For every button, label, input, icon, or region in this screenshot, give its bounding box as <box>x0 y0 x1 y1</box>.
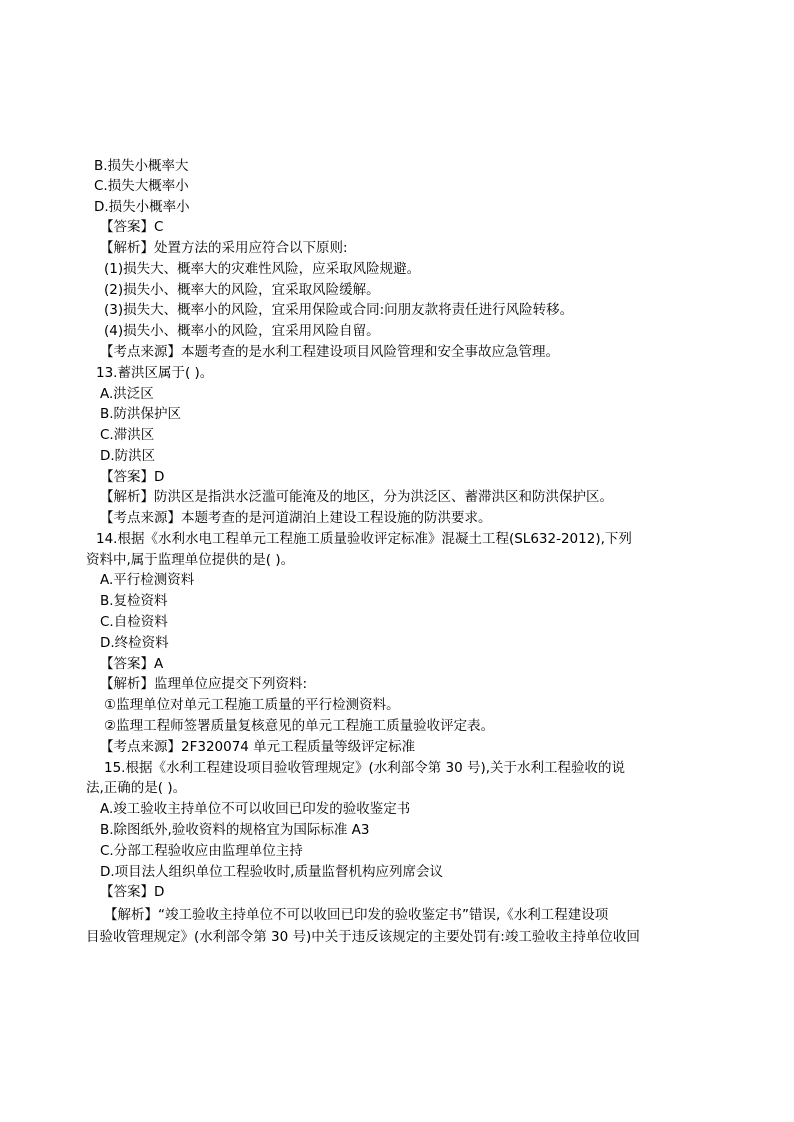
analysis-item: ①监理单位对单元工程施工质量的平行检测资料。 <box>104 697 400 713</box>
option-a-line: A.洪泛区 <box>100 386 154 402</box>
analysis-item: (4)损失小、概率小的风险，宜采用风险自留。 <box>104 323 380 339</box>
option-b-line: B.损失小概率大 <box>94 158 189 174</box>
answer-line: 【答案】D <box>100 469 165 485</box>
option-b-line: B.复检资料 <box>100 593 168 609</box>
option-d-line: D.项目法人组织单位工程验收时,质量监督机构应列席会议 <box>100 864 443 880</box>
source-line: 【考点来源】本题考查的是河道湖泊上建设工程设施的防洪要求。 <box>100 510 492 526</box>
question-15-cont: 法,正确的是( )。 <box>86 780 187 796</box>
analysis-line: 【解析】监理单位应提交下列资料: <box>100 676 308 692</box>
option-a-line: A.竣工验收主持单位不可以收回已印发的验收鉴定书 <box>100 801 411 817</box>
option-c-line: C.自检资料 <box>100 614 168 630</box>
analysis-line: 【解析】“竣工验收主持单位不可以收回已印发的验收鉴定书”错误,《水利工程建设项 <box>104 907 609 923</box>
analysis-line: 【解析】防洪区是指洪水泛滥可能淹及的地区，分为洪泛区、蓄滞洪区和防洪保护区。 <box>100 489 613 505</box>
analysis-item: (3)损失大、概率小的风险，宜采用保险或合同:问朋友款将责任进行风险转移。 <box>104 302 574 318</box>
option-c-line: C.滞洪区 <box>100 427 155 443</box>
analysis-item: (1)损失大、概率大的灾难性风险，应采取风险规避。 <box>104 261 421 277</box>
option-b-line: B.除图纸外,验收资料的规格宜为国际标准 A3 <box>100 822 370 838</box>
question-15: 15.根据《水利工程建设项目验收管理规定》(水利部令第 30 号),关于水利工程验收的说 <box>104 760 626 776</box>
option-b-line: B.防洪保护区 <box>100 406 182 422</box>
answer-line: 【答案】C <box>100 219 164 235</box>
option-d-line: D.损失小概率小 <box>94 199 190 215</box>
analysis-item: ②监理工程师签署质量复核意见的单元工程施工质量验收评定表。 <box>104 718 495 734</box>
source-line: 【考点来源】本题考查的是水利工程建设项目风险管理和安全事故应急管理。 <box>100 344 559 360</box>
answer-line: 【答案】D <box>100 884 165 900</box>
answer-line: 【答案】A <box>100 656 164 672</box>
question-14-cont: 资料中,属于监理单位提供的是( )。 <box>86 552 295 568</box>
question-14: 14.根据《水利水电工程单元工程施工质量验收评定标准》混凝土工程(SL632-2012),下列 <box>96 531 632 547</box>
option-a-line: A.平行检测资料 <box>100 572 195 588</box>
source-line: 【考点来源】2F320074 单元工程质量等级评定标准 <box>100 739 416 755</box>
option-d-line: D.终检资料 <box>100 635 169 651</box>
analysis-item: (2)损失小、概率大的风险，宜采取风险缓解。 <box>104 282 380 298</box>
option-c-line: C.分部工程验收应由监理单位主持 <box>100 843 303 859</box>
option-d-line: D.防洪区 <box>100 448 156 464</box>
analysis-line-cont: 目验收管理规定》(水利部令第 30 号)中关于违反该规定的主要处罚有:竣工验收主持单位收回 <box>86 929 640 945</box>
option-c-line: C.损失大概率小 <box>94 178 189 194</box>
analysis-line: 【解析】处置方法的采用应符合以下原则: <box>100 240 348 256</box>
question-13: 13.蓄洪区属于( )。 <box>96 365 214 381</box>
